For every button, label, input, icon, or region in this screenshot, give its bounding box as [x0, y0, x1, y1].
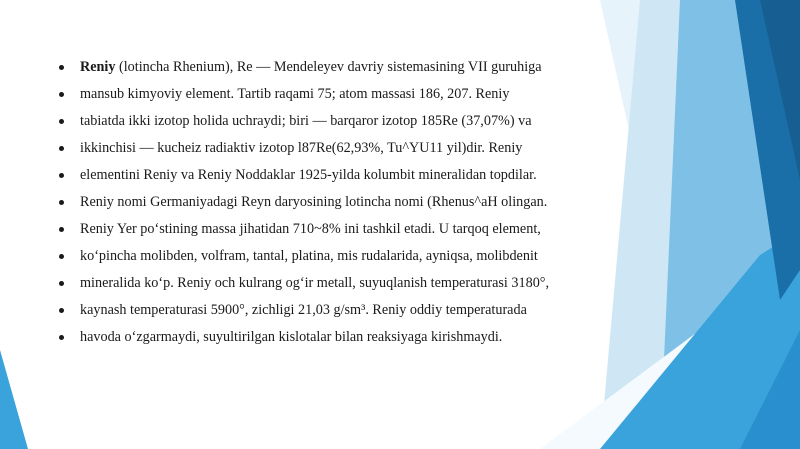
bullet-text: kaynash temperaturasi 5900°, zichligi 21,03 g/sm³. Reniy oddiy temperaturada — [80, 302, 527, 318]
bullet-dot-icon — [59, 92, 64, 97]
bullet-text: ikkinchisi — kucheiz radiaktiv izotop l87Re(62,93%, Tu^YU11 yil)dir. Reniy — [80, 140, 523, 156]
bullet-dot-icon — [59, 335, 64, 340]
bullet-item — [56, 324, 616, 351]
bullet-text: elementini Reniy va Reniy Noddaklar 1925-yilda kolumbit mineralidan topdilar. — [80, 167, 537, 183]
bullet-item — [56, 189, 616, 216]
bullet-dot-icon — [59, 119, 64, 124]
bullet-item — [56, 81, 616, 108]
left-accent-shape — [0, 350, 28, 449]
bullet-text: Reniy Yer po‘stining massa jihatidan 710~8% ini tashkil etadi. U tarqoq element, — [80, 221, 541, 237]
bullet-list — [56, 54, 616, 351]
bullet-text: ko‘pincha molibden, volfram, tantal, platina, mis rudalarida, ayniqsa, molibdenit — [80, 248, 538, 264]
bullet-dot-icon — [59, 254, 64, 259]
bullet-dot-icon — [59, 308, 64, 313]
bullet-dot-icon — [59, 146, 64, 151]
bullet-item — [56, 297, 616, 324]
bullet-dot-icon — [59, 173, 64, 178]
bullet-item — [56, 270, 616, 297]
bullet-text: Reniy nomi Germaniyadagi Reyn daryosining lotincha nomi (Rhenus^aH olingan. — [80, 194, 548, 210]
slide-body — [56, 54, 616, 351]
bullet-lead-term: Reniy — [80, 59, 116, 75]
bullet-item — [56, 216, 616, 243]
bullet-item — [56, 243, 616, 270]
bullet-text: mansub kimyoviy element. Tartib raqami 75; atom massasi 186, 207. Reniy — [80, 86, 510, 102]
bullet-item — [56, 108, 616, 135]
bullet-dot-icon — [59, 227, 64, 232]
bullet-text: (lotincha Rhenium), Re — Mendeleyev davriy sistemasining VII guruhiga — [115, 59, 542, 75]
bullet-text: havoda o‘zgarmaydi, suyultirilgan kislotalar bilan reaksiyaga kirishmaydi. — [80, 329, 503, 345]
bullet-item — [56, 162, 616, 189]
bullet-text: tabiatda ikki izotop holida uchraydi; biri — barqaror izotop 185Re (37,07%) va — [80, 113, 532, 129]
bullet-item — [56, 54, 616, 81]
bullet-dot-icon — [59, 281, 64, 286]
bullet-dot-icon — [59, 65, 64, 70]
bullet-dot-icon — [59, 200, 64, 205]
bullet-item — [56, 135, 616, 162]
bullet-text: mineralida ko‘p. Reniy och kulrang og‘ir metall, suyuqlanish temperaturasi 3180°, — [80, 275, 550, 291]
